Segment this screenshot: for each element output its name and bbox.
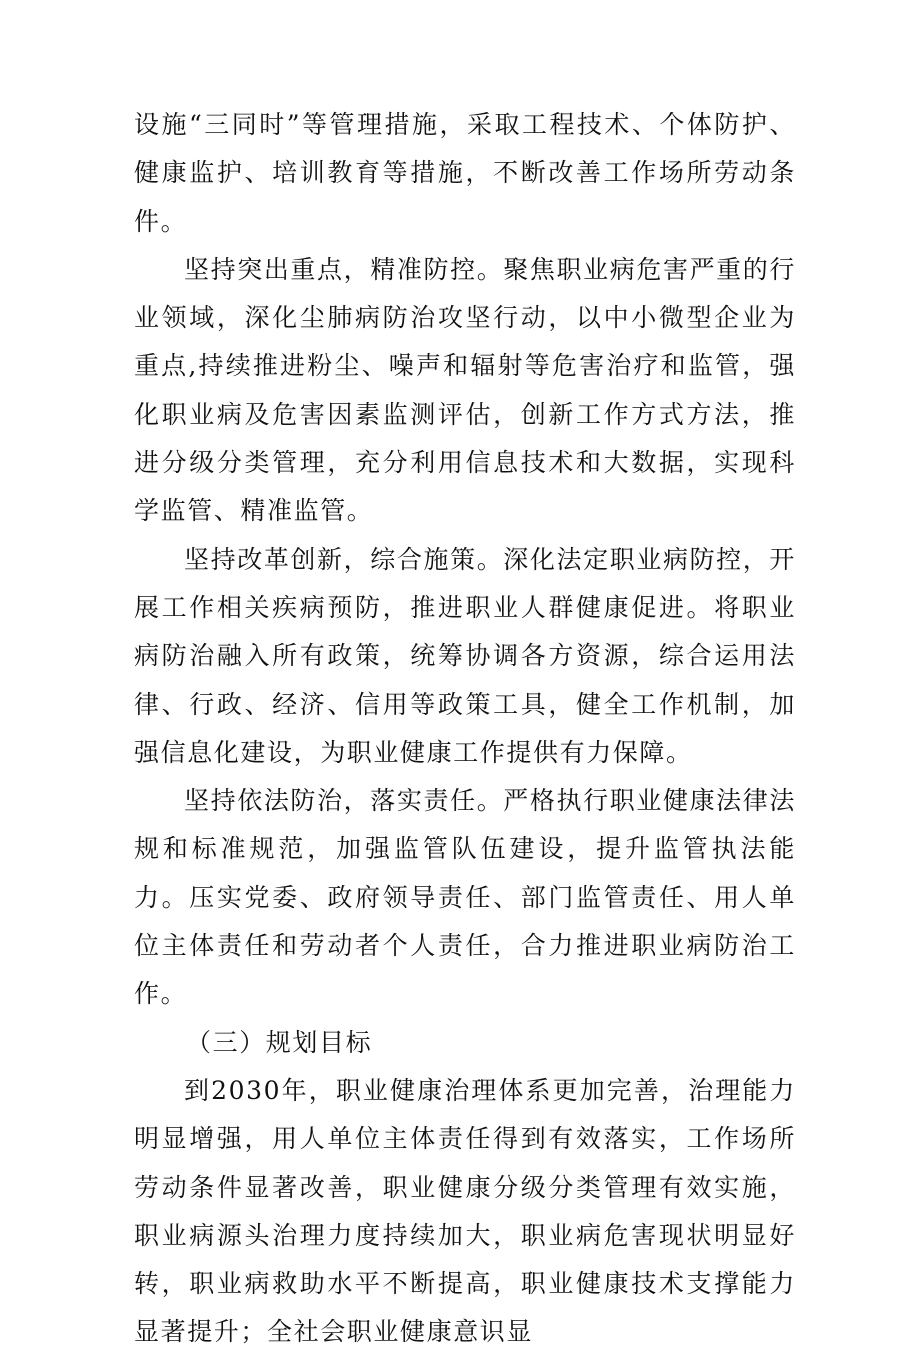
paragraph-reform-innovation: 坚持改革创新，综合施策。深化法定职业病防控，开展工作相关疾病预防，推进职业人群健康促进。将职业病防治融入所有政策，统筹协调各方资源，综合运用法律、行政、经济、信用等政策工具，健全工作机制，加强信息化建设，为职业健康工作提供有力保障。 <box>134 544 796 767</box>
paragraph-legal-responsibility: 坚持依法防治，落实责任。严格执行职业健康法律法规和标准规范，加强监管队伍建设，提升监管执法能力。压实党委、政府领导责任、部门监管责任、用人单位主体责任和劳动者个人责任，合力推进职业病防治工作。 <box>134 786 796 1009</box>
paragraph-continuation: 设施“三同时”等管理措施，采取工程技术、个体防护、健康监护、培训教育等措施，不断改善工作场所劳动条件。 <box>134 110 796 236</box>
paragraph-planning-goal: 到2030年，职业健康治理体系更加完善，治理能力明显增强，用人单位主体责任得到有效落实，工作场所劳动条件显著改善，职业健康分级分类管理有效实施，职业病源头治理力度持续加大，职业病危害现状明显好转，职业病救助水平不断提高，职业健康技术支撑能力显著提升；全社会职业健康意识显 <box>134 1075 796 1347</box>
section-heading: （三）规划目标 <box>186 1027 373 1057</box>
paragraph-key-prevention: 坚持突出重点，精准防控。聚焦职业病危害严重的行业领域，深化尘肺病防治攻坚行动，以中小微型企业为重点,持续推进粉尘、噪声和辐射等危害治疗和监管，强化职业病及危害因素监测评估，创新工作方式方法，推进分级分类管理，充分利用信息技术和大数据，实现科学监管、精准监管。 <box>134 254 796 526</box>
document-body <box>134 101 796 1357</box>
